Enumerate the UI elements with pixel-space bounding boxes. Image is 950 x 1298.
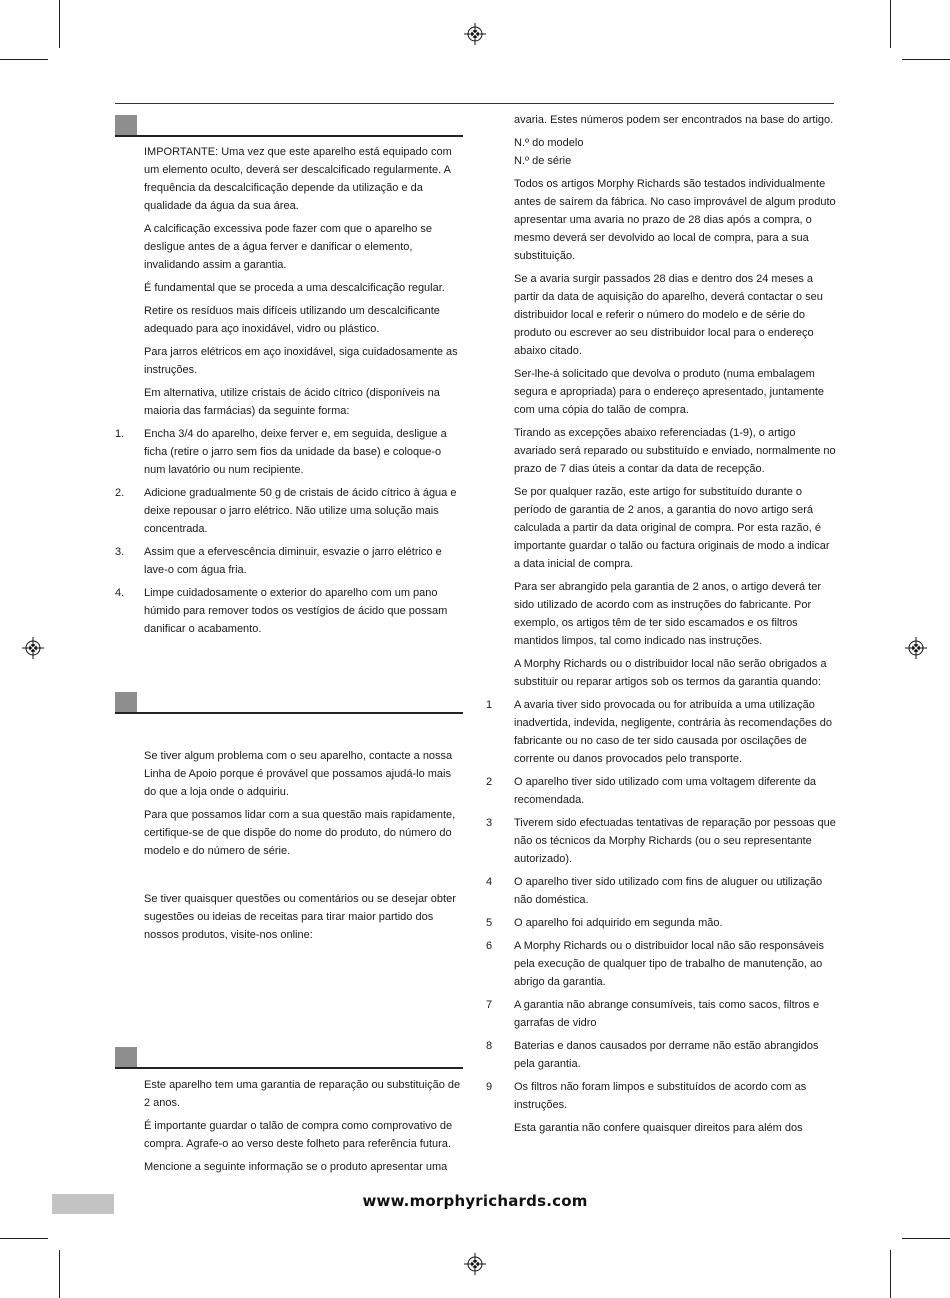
section-marker <box>115 115 137 135</box>
list-item <box>486 814 836 868</box>
list-item <box>486 996 836 1032</box>
item-text: A garantia não abrange consumíveis, tais como sacos, filtros e garrafas de vidro <box>514 999 820 1029</box>
item-text: O aparelho tiver sido utilizado com fins de aluguer ou utilização não doméstica. <box>514 876 823 906</box>
section-header-helpline <box>115 692 463 714</box>
paragraph: Para jarros elétricos em aço inoxidável, siga cuidadosamente as instruções. <box>144 346 458 376</box>
registration-mark-icon <box>464 23 486 45</box>
paragraph: É fundamental que se proceda a uma descalcificação regular. <box>144 282 445 294</box>
item-text: A Morphy Richards ou o distribuidor local não são responsáveis pela execução de qualquer tipo de trabalho de manutenção, ao abrigo da garantia. <box>514 940 824 988</box>
item-number: 5 <box>486 917 493 929</box>
paragraph: Para que possamos lidar com a sua questão mais rapidamente, certifique-se de que dispõe do nome do produto, do número do modelo e do número de série. <box>144 809 456 857</box>
list-item <box>486 696 836 768</box>
step-text: Assim que a efervescência diminuir, esvazie o jarro elétrico e lave-o com água fria. <box>144 546 442 576</box>
section-header-descaling <box>115 115 463 137</box>
registration-mark-icon <box>22 637 44 659</box>
section-marker <box>115 692 137 712</box>
descaling-section <box>115 143 463 643</box>
list-item <box>486 937 836 991</box>
registration-mark-icon <box>905 637 927 659</box>
crop-mark <box>59 0 60 48</box>
paragraph: Tirando as excepções abaixo referenciadas (1-9), o artigo avariado será reparado ou substituído e enviado, normalmente no prazo de 7 dias úteis a contar da data de recepção. <box>514 427 836 475</box>
item-number: 7 <box>486 999 493 1011</box>
crop-mark <box>0 1238 48 1239</box>
item-text: A avaria tiver sido provocada ou for atribuída a uma utilização inadvertida, indevida, negligente, contrária às recomendações do fabricante ou no caso de ter sido causada por oscilações de corrente ou danos provocados pelo transporte. <box>514 699 832 765</box>
item-text: O aparelho foi adquirido em segunda mão. <box>514 917 723 929</box>
paragraph: Se a avaria surgir passados 28 dias e dentro dos 24 meses a partir da data de aquisição do aparelho, deverá contactar o seu distribuidor local e referir o número do modelo e de série do produto ou escrever ao seu distribuidor local para o endereço abaixo citado. <box>514 273 823 357</box>
helpline-section <box>115 747 463 949</box>
step-text: Encha 3/4 do aparelho, deixe ferver e, em seguida, desligue a ficha (retire o jarro sem fios da unidade da base) e coloque-o num lavatório ou num recipiente. <box>144 428 447 476</box>
list-item <box>486 1078 836 1114</box>
section-marker <box>115 1047 137 1067</box>
item-text: Baterias e danos causados por derrame não estão abrangidos pela garantia. <box>514 1040 819 1070</box>
crop-mark <box>902 59 950 60</box>
list-item <box>115 425 463 479</box>
item-number: 1 <box>486 699 493 711</box>
step-text: Adicione gradualmente 50 g de cristais de ácido cítrico à água e deixe repousar o jarro elétrico. Não utilize uma solução mais concentrada. <box>144 487 457 535</box>
section-header-warranty <box>115 1047 463 1069</box>
paragraph: A Morphy Richards ou o distribuidor local não serão obrigados a substituir ou reparar artigos sob os termos da garantia quando: <box>514 658 827 688</box>
website-url: www.morphyrichards.com <box>362 1192 588 1210</box>
paragraph: Se tiver algum problema com o seu aparelho, contacte a nossa Linha de Apoio porque é provável que possamos ajudá-lo mais do que a loja onde o adquiriu. <box>144 750 453 798</box>
warranty-continued <box>486 111 836 1142</box>
serial-number-label: N.º de série <box>514 155 572 167</box>
item-number: 8 <box>486 1040 493 1052</box>
crop-mark <box>890 0 891 48</box>
paragraph: Todos os artigos Morphy Richards são testados individualmente antes de saírem da fábrica. No caso improvável de algum produto apresentar uma avaria no prazo de 28 dias após a compra, o mesmo deverá ser devolvido ao local de compra, para a sua substituição. <box>514 178 836 262</box>
paragraph: IMPORTANTE: Uma vez que este aparelho está equipado com um elemento oculto, deverá ser descalcificado regularmente. A frequência da descalcificação depende da utilização e da qualidade da água da sua área. <box>144 146 452 212</box>
step-number: 1. <box>115 428 125 440</box>
paragraph: Retire os resíduos mais difíceis utilizando um descalcificante adequado para aço inoxidável, vidro ou plástico. <box>144 305 440 335</box>
paragraph: É importante guardar o talão de compra como comprovativo de compra. Agrafe-o ao verso deste folheto para referência futura. <box>144 1120 453 1150</box>
top-rule <box>115 103 834 104</box>
paragraph: Esta garantia não confere quaisquer direitos para além dos <box>514 1122 803 1134</box>
list-item <box>115 484 463 538</box>
model-number-label: N.º do modelo <box>514 137 584 149</box>
item-text: O aparelho tiver sido utilizado com uma voltagem diferente da recomendada. <box>514 776 817 806</box>
list-item <box>486 773 836 809</box>
crop-mark <box>890 1250 891 1298</box>
paragraph: Para ser abrangido pela garantia de 2 anos, o artigo deverá ter sido utilizado de acordo com as instruções do fabricante. Por exemplo, os artigos têm de ter sido escamados e os filtros mantidos limpos, tal como indicado nas instruções. <box>514 581 821 647</box>
item-text: Os filtros não foram limpos e substituídos de acordo com as instruções. <box>514 1081 807 1111</box>
registration-mark-icon <box>464 1253 486 1275</box>
step-text: Limpe cuidadosamente o exterior do aparelho com um pano húmido para remover todos os vestígios de ácido que possam danificar o acabamento. <box>144 587 448 635</box>
list-item <box>486 1037 836 1073</box>
step-number: 2. <box>115 487 125 499</box>
list-item <box>115 584 463 638</box>
list-item <box>486 873 836 909</box>
paragraph: Mencione a seguinte informação se o produto apresentar uma <box>144 1161 448 1173</box>
crop-mark <box>59 1250 60 1298</box>
paragraph: Se tiver quaisquer questões ou comentários ou se desejar obter sugestões ou ideias de receitas para tirar maior partido dos nossos produtos, visite-nos online: <box>144 893 456 941</box>
paragraph: Se por qualquer razão, este artigo for substituído durante o período de garantia de 2 anos, a garantia do novo artigo será calculada a partir da data original de compra. Por esta razão, é importante guardar o talão ou factura originais de modo a indicar a data inicial de compra. <box>514 486 830 570</box>
step-number: 4. <box>115 587 125 599</box>
paragraph: Em alternativa, utilize cristais de ácido cítrico (disponíveis na maioria das farmácias) da seguinte forma: <box>144 387 440 417</box>
list-item <box>486 914 836 932</box>
item-text: Tiverem sido efectuadas tentativas de reparação por pessoas que não os técnicos da Morphy Richards (ou o seu representante autorizado). <box>514 817 836 865</box>
paragraph: Este aparelho tem uma garantia de reparação ou substituição de 2 anos. <box>144 1079 461 1109</box>
paragraph: Ser-lhe-á solicitado que devolva o produto (numa embalagem segura e apropriada) para o endereço apresentado, juntamente com uma cópia do talão de compra. <box>514 368 825 416</box>
warranty-section <box>115 1076 463 1181</box>
item-number: 2 <box>486 776 493 788</box>
paragraph: avaria. Estes números podem ser encontrados na base do artigo. <box>514 114 834 126</box>
list-item <box>115 543 463 579</box>
crop-mark <box>902 1238 950 1239</box>
item-number: 3 <box>486 817 493 829</box>
paragraph: A calcificação excessiva pode fazer com que o aparelho se desligue antes de a água ferver e danificar o elemento, invalidando assim a garantia. <box>144 223 432 271</box>
crop-mark <box>0 59 48 60</box>
item-number: 4 <box>486 876 493 888</box>
item-number: 6 <box>486 940 493 952</box>
item-number: 9 <box>486 1081 493 1093</box>
step-number: 3. <box>115 546 125 558</box>
